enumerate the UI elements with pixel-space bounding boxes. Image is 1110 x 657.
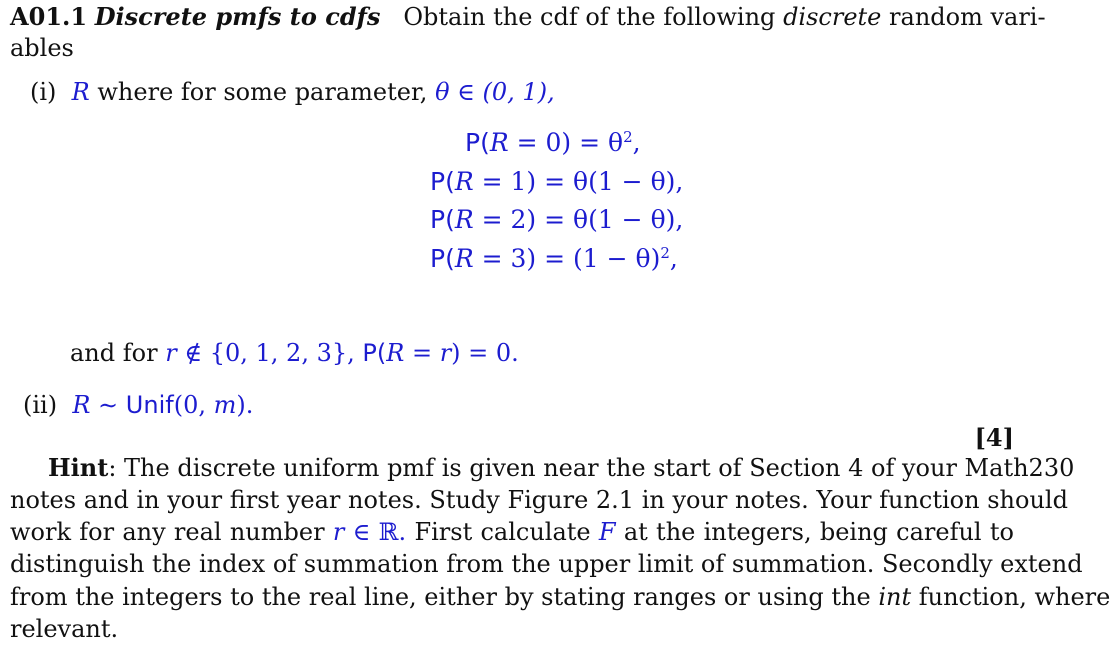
part-i-var: R [71, 78, 90, 106]
equation-sup: 2 [660, 244, 670, 262]
part-ii-args: (0, [173, 391, 214, 419]
problem-intro-cont-text: ables [10, 34, 74, 62]
part-i-condition [70, 338, 519, 368]
prob-symbol: P( [362, 339, 387, 367]
equation-tail: , [632, 128, 641, 157]
hint-line-3a: work for any real number [10, 518, 325, 546]
hint-int-word: int [878, 583, 912, 611]
part-ii-label: (ii) [23, 391, 58, 419]
part-i-line [30, 77, 555, 107]
hint-line-1 [10, 453, 1075, 483]
prob-symbol: P( [430, 205, 455, 234]
hint-line-6: relevant. [10, 615, 119, 643]
prob-end: ) = 0. [451, 339, 519, 367]
problem-intro-continuation [10, 33, 74, 63]
prob-mid: = [404, 339, 440, 367]
equation-rhs: = 1) = θ(1 − θ), [473, 167, 684, 196]
hint-line-4: distinguish the index of summation from the upper limit of summation. Secondly extend [10, 550, 1083, 578]
equation-tail: , [669, 244, 678, 273]
equation-var: R [489, 128, 509, 157]
problem-title: Discrete pmfs to cdfs [94, 2, 381, 31]
part-ii-close: ). [236, 391, 254, 419]
part-ii-dist: Unif [125, 391, 174, 419]
equation-row [430, 244, 678, 274]
equation-var: R [454, 167, 474, 196]
equation-rhs: = 0) = θ [508, 128, 624, 157]
marks-badge: [4] [974, 423, 1014, 452]
problem-heading [10, 2, 1046, 32]
part-ii-line [23, 390, 253, 420]
part-i-theta: θ ∈ (0, 1), [435, 78, 555, 106]
hint-line-2: notes and in your first year notes. Study Figure 2.1 in your notes. Your function should [10, 486, 1068, 514]
hint-r-var: r [332, 518, 345, 546]
hint-in-reals: ∈ ℝ. [352, 518, 407, 546]
hint-F-var: F [598, 518, 616, 546]
prob-r: r [439, 339, 452, 367]
problem-intro-word: discrete [783, 3, 882, 31]
problem-number: A01.1 [10, 2, 88, 31]
hint-line-3c: at the integers, being careful to [623, 518, 1014, 546]
problem-intro-start: Obtain the cdf of the following [403, 3, 776, 31]
part-ii-m: m [213, 391, 237, 419]
prob-symbol: P( [430, 244, 455, 273]
hint-line-5b: function, where [918, 583, 1110, 611]
hint-label: Hint [48, 453, 109, 482]
hint-line-3 [10, 517, 1014, 547]
equation-rhs: = 2) = θ(1 − θ), [473, 205, 684, 234]
hint-line-5a: from the integers to the real line, either by stating ranges or using the [10, 583, 871, 611]
problem-intro-end: random vari- [889, 3, 1046, 31]
part-i-label: (i) [30, 78, 57, 106]
prob-var: R [386, 339, 405, 367]
equation-sup: 2 [623, 128, 633, 146]
notin-set: ∉ {0, 1, 2, 3}, [184, 339, 355, 367]
part-ii-var: R [72, 391, 91, 419]
equation-row [465, 128, 641, 158]
part-ii-tilde: ∼ [90, 391, 126, 419]
hint-line-3b: First calculate [414, 518, 591, 546]
hint-line-5 [10, 582, 1110, 612]
part-i-text: where for some parameter, [97, 78, 428, 106]
hint-line-1-text: : The discrete uniform pmf is given near the start of Section 4 of your Math230 [108, 454, 1075, 482]
equation-row [430, 167, 683, 197]
and-for-text: and for [70, 339, 158, 367]
equation-var: R [454, 205, 474, 234]
prob-symbol: P( [430, 167, 455, 196]
equation-row [430, 205, 683, 235]
prob-symbol: P( [465, 128, 490, 157]
equation-var: R [454, 244, 474, 273]
equation-rhs: = 3) = (1 − θ) [473, 244, 661, 273]
r-var: r [165, 339, 177, 367]
